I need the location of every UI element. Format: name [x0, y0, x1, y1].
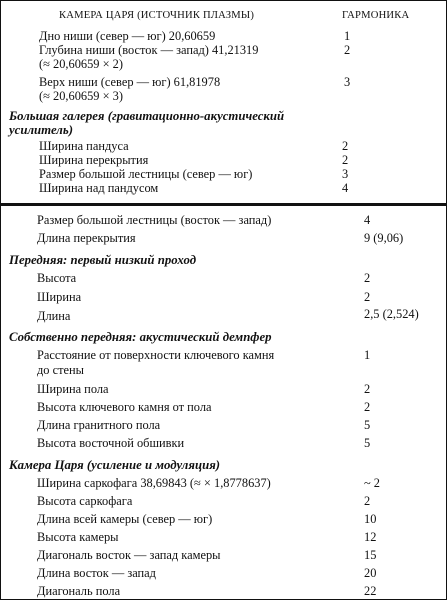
section-title-grand-gallery-line2: усилитель): [9, 123, 73, 137]
row-value: 15: [364, 548, 377, 562]
row-label: Ширина саркофага 38,69843 (≈ × 1,8778637): [37, 476, 271, 490]
row-value: 3: [342, 167, 349, 181]
row-label: Высота камеры: [37, 530, 119, 544]
top-panel: [1, 1, 446, 206]
row-label: Ширина пандуса: [39, 139, 129, 153]
row-label: Ширина над пандусом: [39, 181, 159, 195]
row-value: 2: [364, 382, 371, 396]
row-value: 1: [344, 29, 351, 43]
row-label: (≈ 20,60659 × 2): [39, 57, 123, 71]
header-left-title: КАМЕРА ЦАРЯ (ИСТОЧНИК ПЛАЗМЫ): [59, 10, 255, 21]
row-label: Размер большой лестницы (север — юг): [39, 167, 253, 181]
row-value: 5: [364, 436, 371, 450]
row-label: Дно ниши (север — юг) 20,60659: [39, 29, 216, 43]
row-value: 5: [364, 418, 371, 432]
row-value: 2: [342, 139, 349, 153]
row-label: Длина гранитного пола: [37, 418, 161, 432]
row-label: Длина: [37, 309, 71, 323]
row-label: Длина восток — запад: [37, 566, 156, 580]
row-label: Длина всей камеры (север — юг): [37, 512, 213, 526]
row-value: 2: [364, 400, 371, 414]
row-value: 12: [364, 530, 377, 544]
section-title-king-chamber: Камера Царя (усиление и модуляция): [9, 458, 221, 472]
row-label: Ширина: [37, 290, 82, 304]
row-label: Глубина ниши (восток — запад) 41,21319: [39, 43, 259, 57]
row-label: Длина перекрытия: [37, 231, 136, 245]
section-title-grand-gallery: Большая галерея (гравитационно-акустический: [9, 109, 285, 123]
row-label: Ширина пола: [37, 382, 109, 396]
row-value: 20: [364, 566, 377, 580]
row-label: Диагональ пола: [37, 584, 121, 598]
row-label: Высота восточной обшивки: [37, 436, 185, 450]
row-value: 1: [364, 348, 371, 362]
row-label: Расстояние от поверхности ключевого камня: [37, 348, 275, 362]
row-label: до стены: [37, 363, 84, 377]
row-value: 9 (9,06): [364, 231, 404, 245]
row-value: 22: [364, 584, 377, 598]
row-value: 4: [364, 213, 371, 227]
header-right-title: ГАРМОНИКА: [342, 10, 410, 21]
row-label: Высота ключевого камня от пола: [37, 400, 212, 414]
section-title-antechamber: Собственно передняя: акустический демпфер: [9, 330, 272, 344]
row-label: Высота: [37, 271, 77, 285]
row-value: 2,5 (2,524): [364, 307, 419, 321]
row-label: Ширина перекрытия: [39, 153, 149, 167]
row-value: 2: [364, 290, 371, 304]
row-value: 3: [344, 75, 351, 89]
row-label: Диагональ восток — запад камеры: [37, 548, 221, 562]
row-label: Верх ниши (север — юг) 61,81978: [39, 75, 221, 89]
row-label: Высота саркофага: [37, 494, 133, 508]
row-value: 10: [364, 512, 377, 526]
bottom-panel: [1, 206, 446, 599]
row-value: 4: [342, 181, 349, 195]
row-value: 2: [364, 271, 371, 285]
section-title-antechamber-passage: Передняя: первый низкий проход: [9, 253, 197, 267]
row-value: 2: [342, 153, 349, 167]
row-label: Размер большой лестницы (восток — запад): [37, 213, 272, 227]
row-value: 2: [364, 494, 371, 508]
row-value: ~ 2: [364, 476, 380, 490]
row-label: (≈ 20,60659 × 3): [39, 89, 123, 103]
row-value: 2: [344, 43, 351, 57]
